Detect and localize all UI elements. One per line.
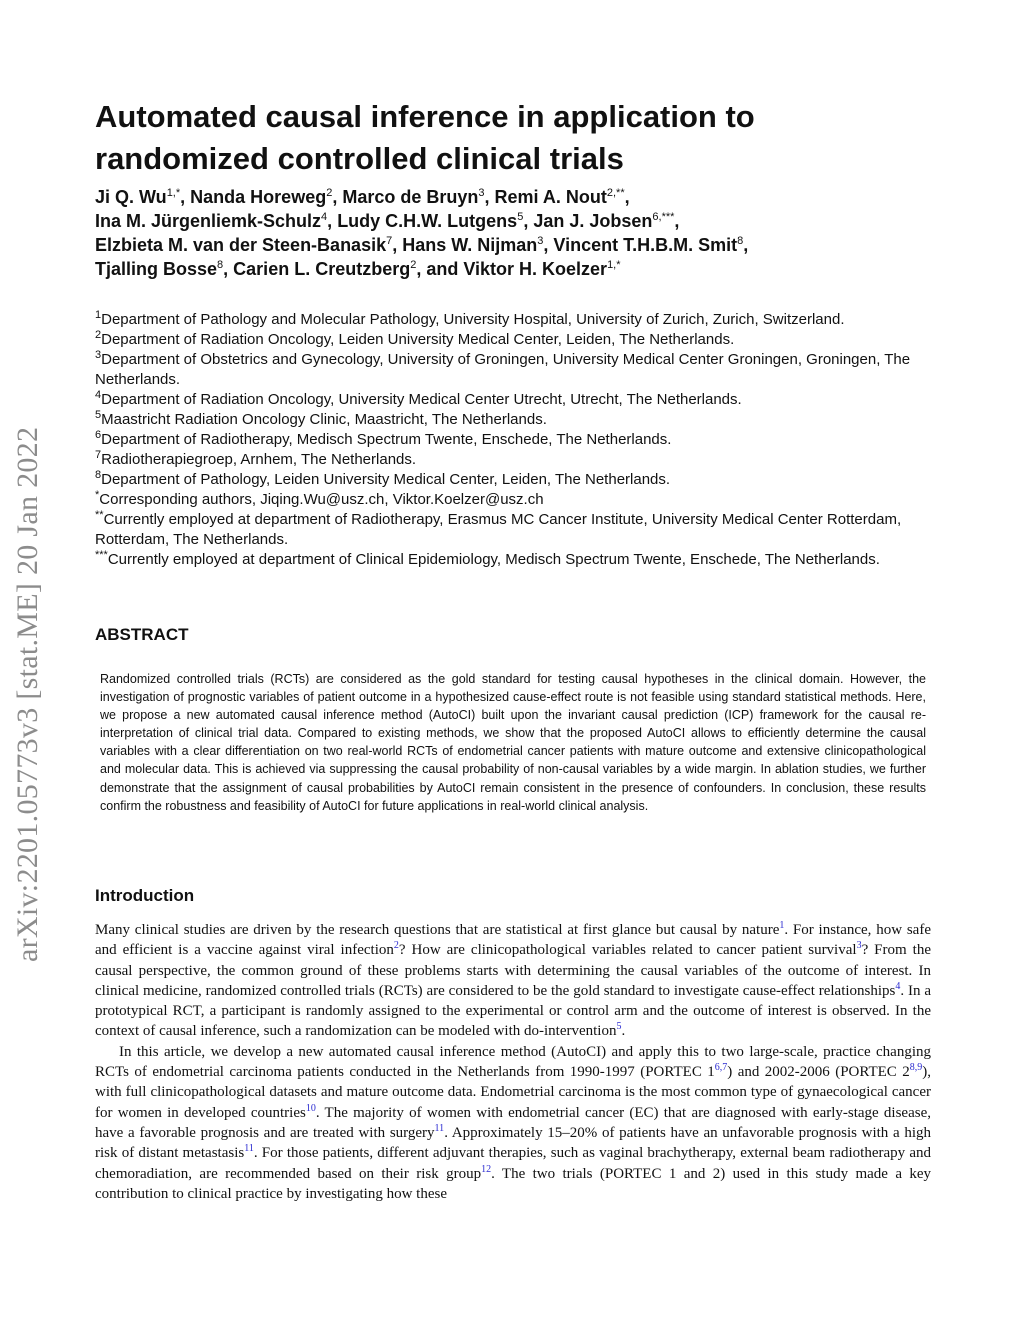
intro-paragraph: In this article, we develop a new automated causal inference method (AutoCI) and apply this to two large-scale, practice changing RCTs of endometrial carcinoma patients conducted in the Netherlands from 1990-1997 (PORTEC 1$^{6,7}$) and 2002-2006 (PORTEC 2$^{8,9}$), with full clinicopathological datasets and mature outcome data. Endometrial carcinoma is the most common type of gynaecological cancer for women in developed countries$^{10}$. The majority of women with endometrial cancer (EC) that are diagnosed with early-stage disease, have a favorable prognosis and are treated with surgery$^{11}$. Approximately 15–20% of patients have an unfavorable prognosis with a high risk of distant metastasis$^{11}$. For those patients, different adjuvant therapies, such as vaginal brachytherapy, external beam radiotherapy and chemoradiation, are recommended based on their risk group$^{12}$. The two trials (PORTEC 1 and 2) used in this study made a key contribution to clinical practice by investigating how these xyxy=(95,1043,932,1202)
citation-link[interactable]: 5 xyxy=(616,1021,622,1033)
author: Tjalling Bosse$^8$, xyxy=(95,259,234,279)
citation-link[interactable]: 11 xyxy=(244,1143,254,1155)
affiliation: $^7$Radiotherapiegroep, Arnhem, The Netherlands. xyxy=(95,449,417,468)
citation-link[interactable]: 6,7 xyxy=(714,1062,728,1074)
author: Jan J. Jobsen$^{6,***}$, xyxy=(533,211,680,231)
arxiv-identifier: arXiv:2201.05773v3 [stat.ME] 20 Jan 2022 xyxy=(11,426,44,962)
title-line-2: randomized controlled clinical trials xyxy=(95,141,624,176)
affiliation-note: **Currently employed at department of Radiotherapy, Erasmus MC Cancer Institute, University Medical Center Rotterdam, Rotterdam, The Netherlands. xyxy=(95,509,902,548)
introduction-heading: Introduction xyxy=(95,886,195,905)
paper-title xyxy=(95,96,931,180)
affiliation: $^3$Department of Obstetrics and Gynecology, University of Groningen, University Medical Center Groningen, Groningen, The Netherlands. xyxy=(95,349,911,388)
citation-link[interactable]: 2 xyxy=(393,940,399,952)
author: Carien L. Creutzberg$^2$, and xyxy=(233,259,464,279)
affiliation: $^8$Department of Pathology, Leiden University Medical Center, Leiden, The Netherlands. xyxy=(95,469,671,488)
affiliation: $^5$Maastricht Radiation Oncology Clinic, Maastricht, The Netherlands. xyxy=(95,409,547,428)
affiliation: $^4$Department of Radiation Oncology, University Medical Center Utrecht, Utrecht, The Netherlands. xyxy=(95,389,742,408)
author-list xyxy=(95,185,931,281)
citation-link[interactable]: 3 xyxy=(856,940,862,952)
author: Marco de Bruyn$^3$, xyxy=(342,187,495,207)
abstract-heading: ABSTRACT xyxy=(95,625,189,644)
author: Ji Q. $Wu^{1,*}$, xyxy=(95,187,191,207)
author: Vincent T.H.B.M. Smit$^8$, xyxy=(553,235,749,255)
affiliation: $^6$Department of Radiotherapy, Medisch Spectrum Twente, Enschede, The Netherlands. xyxy=(95,429,672,448)
citation-link[interactable]: 8,9 xyxy=(909,1062,923,1074)
corresponding-authors: *Corresponding authors, Jiqing.Wu@usz.ch, Viktor.Koelzer@usz.ch xyxy=(95,489,544,508)
introduction-body xyxy=(95,920,931,1204)
intro-paragraph: Many clinical studies are driven by the research questions that are statistical at first glance but causal by nature$^1$. For instance, how safe and efficient is a vaccine against viral infection$^2$? How are clinicopathological variables related to cancer patient survival$^3$? From the causal perspective, the common ground of these problems starts with determining the causal variables of the outcome of interest. In clinical medicine, randomized controlled trials (RCTs) are considered to be the gold standard to investigate cause-effect relationships$^4$. In a prototypical RCT, a participant is randomly assigned to the experimental or control arm and the outcome of interest is observed. In the context of causal inference, such a randomization can be modeled with do-intervention$^5$. xyxy=(95,920,931,1040)
citation-link[interactable]: 10 xyxy=(305,1102,316,1114)
citation-link[interactable]: 12 xyxy=(481,1163,492,1175)
affiliation: $^1$Department of Pathology and Molecular Pathology, University Hospital, University of Zurich, Zurich, Switzerland. xyxy=(95,309,845,328)
affiliation-list xyxy=(95,310,931,570)
title-line-1: Automated causal inference in application to xyxy=(95,99,755,134)
affiliation-note: ***Currently employed at department of Clinical Epidemiology, Medisch Spectrum Twente, Enschede, The Netherlands. xyxy=(95,549,880,568)
author: Nanda Horeweg$^2$, xyxy=(190,187,343,207)
citation-link[interactable]: 11 xyxy=(434,1122,445,1134)
citation-link[interactable]: 1 xyxy=(779,920,785,931)
author: Hans W. Nijman$^3$, xyxy=(402,235,554,255)
author: Ina M. Jürgenliemk-Schulz$^4$, xyxy=(95,211,338,231)
author: Viktor H. Koelzer$^{1,*}$ xyxy=(463,259,621,279)
abstract-text: Randomized controlled trials (RCTs) are considered as the gold standard for testing causal hypotheses in the clinical domain. However, the investigation of prognostic variables of patient outcome in a hypothesized cause-effect route is not feasible using standard statistical methods. Here, we propose a new automated causal inference method (AutoCI) built upon the invariant causal prediction (ICP) framework for the causal re-interpretation of clinical trial data. Compared to existing methods, we show that the proposed AutoCI allows to efficiently determine the causal variables with a clear differentiation on two real-world RCTs of endometrial cancer patients with mature outcome and extensive clinicopathological and molecular data. This is achieved via suppressing the causal probability of non-causal variables by a wide margin. In ablation studies, we further demonstrate that the assignment of causal probabilities by AutoCI remain consistent in the presence of confounders. In conclusion, these results confirm the robustness and feasibility of AutoCI for future applications in real-world clinical analysis. xyxy=(100,672,926,813)
affiliation: $^2$Department of Radiation Oncology, Leiden University Medical Center, Leiden, The Netherlands. xyxy=(95,329,735,348)
citation-link[interactable]: 4 xyxy=(895,980,901,992)
author: Elzbieta M. van der Steen-Banasik$^7$, xyxy=(95,235,403,255)
author: Remi A. Nout$^{2,**}$, xyxy=(494,187,630,207)
author: Ludy C.H.W. Lutgens$^5$, xyxy=(337,211,534,231)
